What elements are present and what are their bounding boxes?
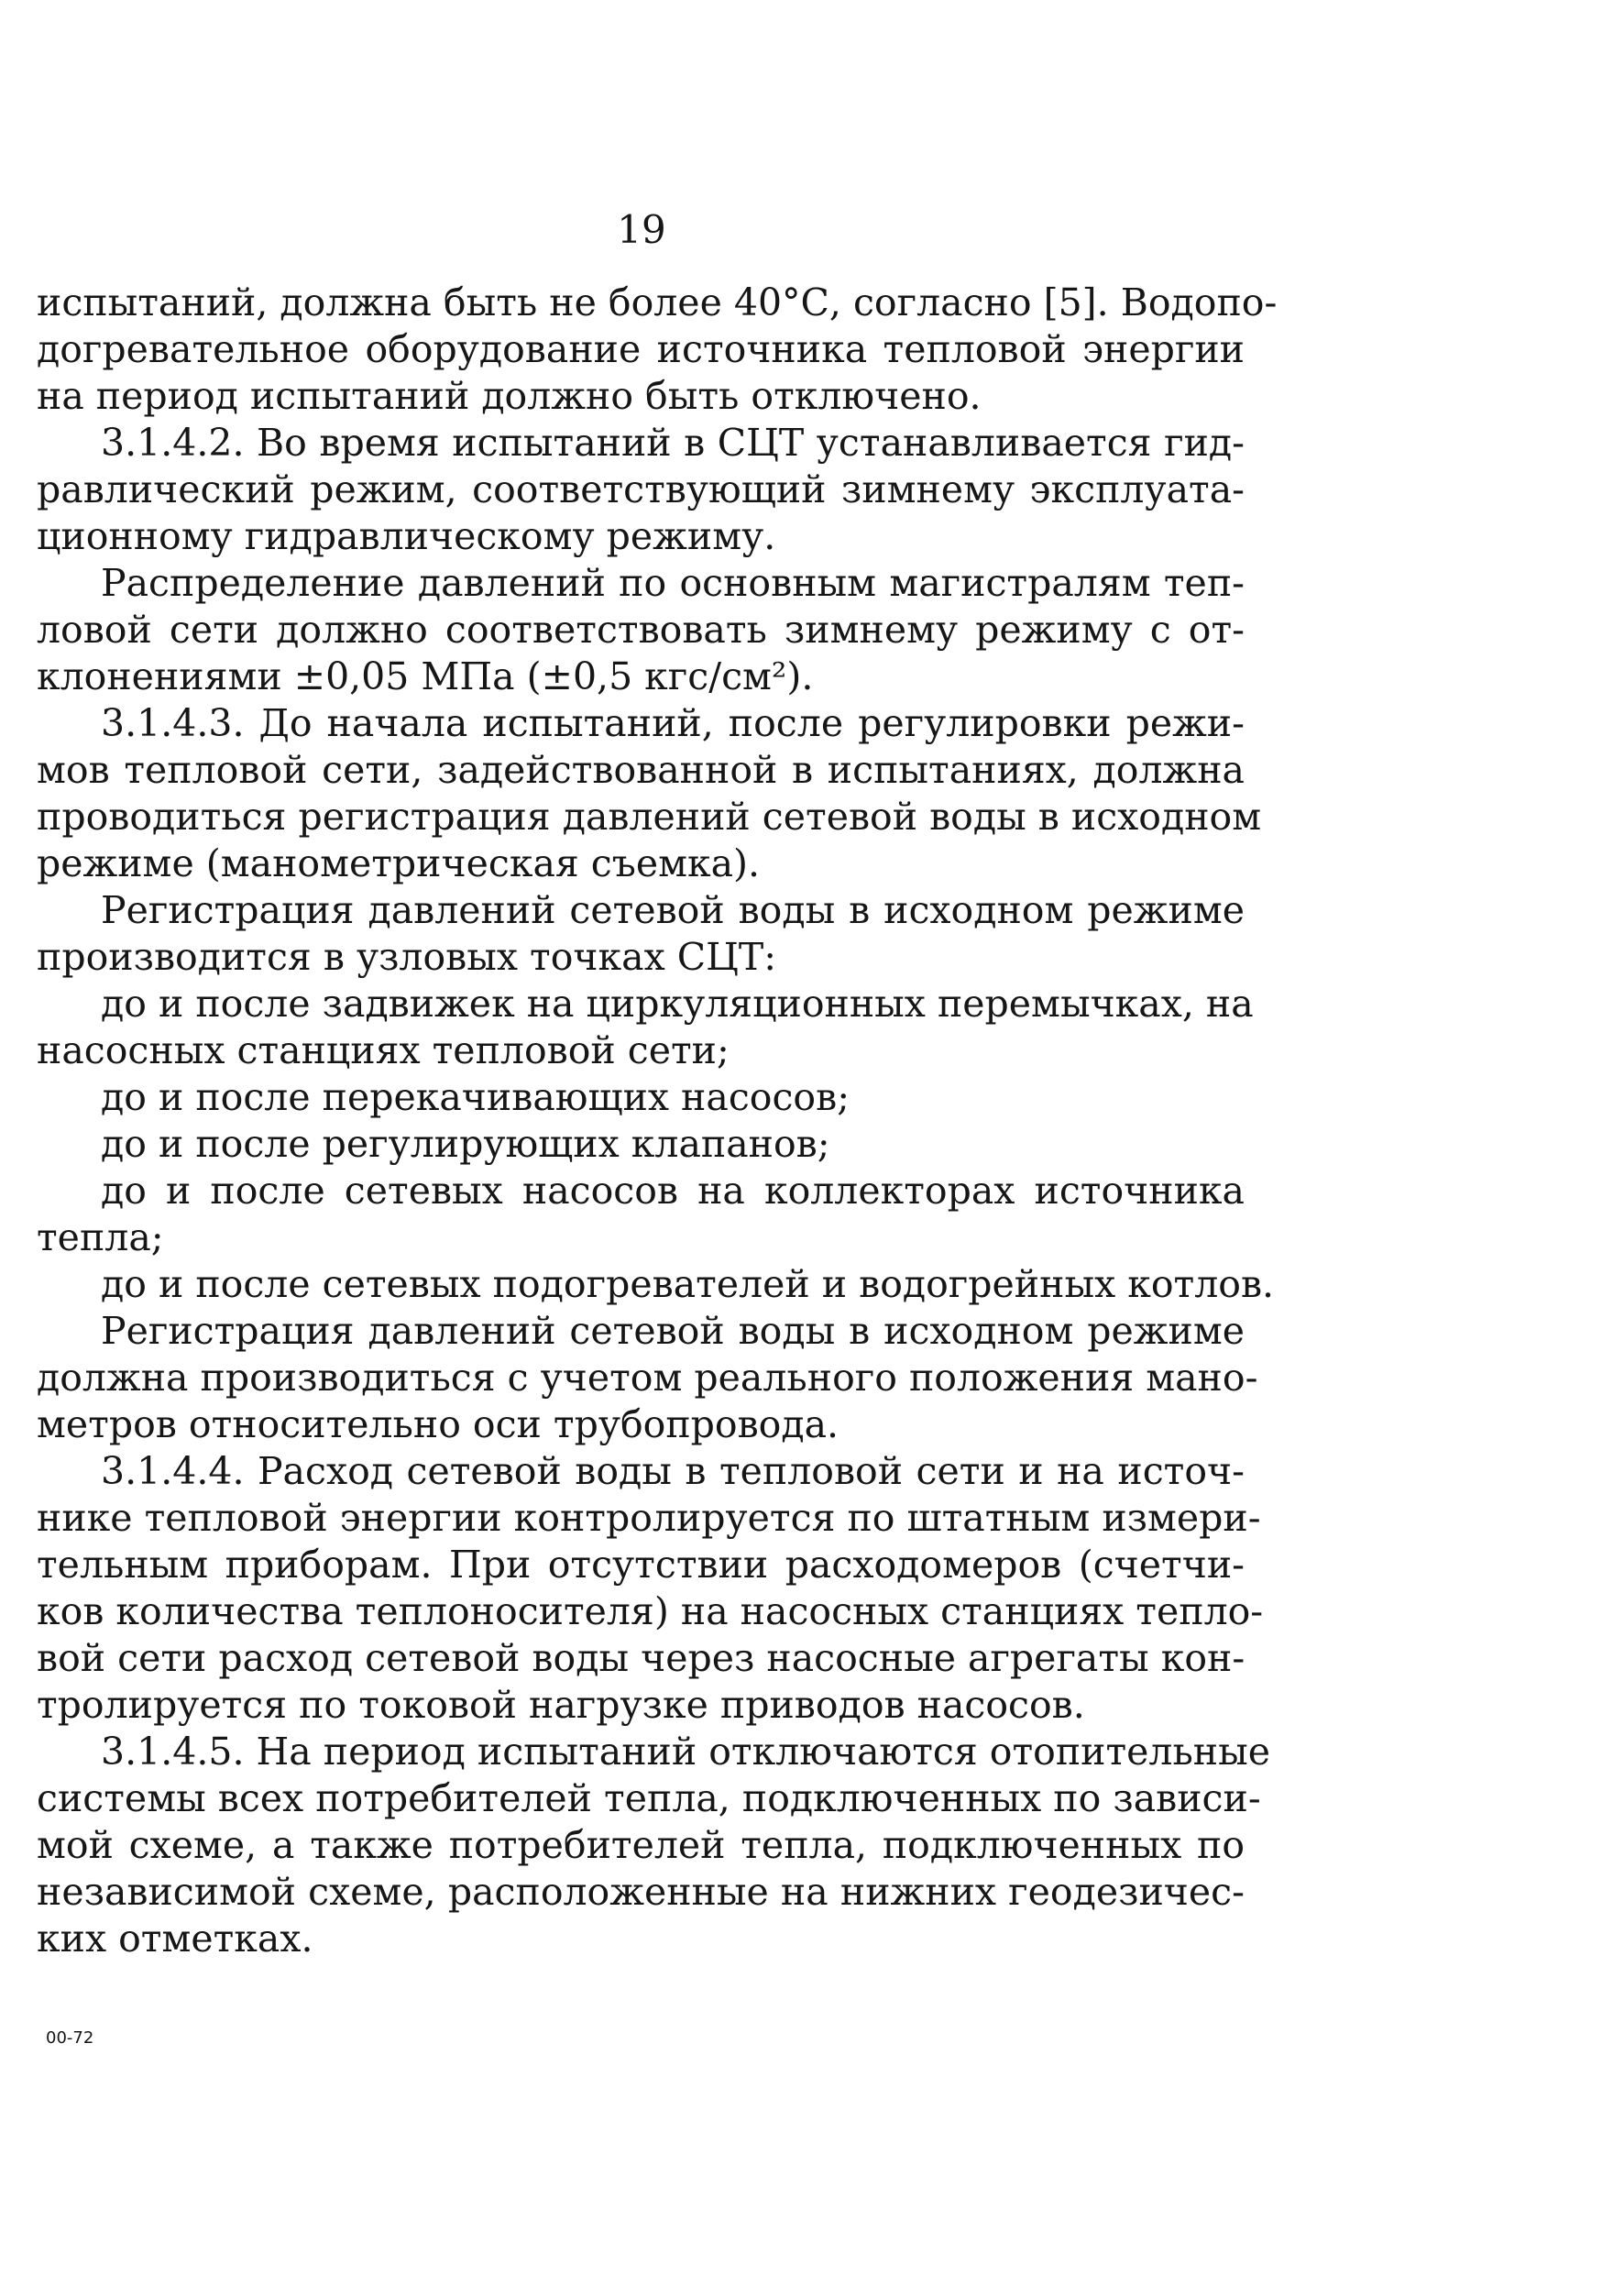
- text-line: мой схеме, а также потребителей тепла, подключенных по: [37, 1823, 1245, 1867]
- text-line: клонениями ±0,05 МПа (±0,5 кгс/см²).: [37, 654, 814, 698]
- text-line: 3.1.4.3. До начала испытаний, после регулировки режи-: [101, 701, 1245, 745]
- text-line: мов тепловой сети, задействованной в испытаниях, должна: [37, 748, 1245, 792]
- text-line: 3.1.4.2. Во время испытаний в СЦТ устанавливается гид-: [101, 421, 1245, 465]
- text-line: испытаний, должна быть не более 40°С, согласно [5]. Водопо-: [37, 280, 1278, 324]
- page-number: 19: [617, 207, 666, 252]
- text-line: метров относительно оси трубопровода.: [37, 1402, 839, 1446]
- text-line: тельным приборам. При отсутствии расходомеров (счетчи-: [37, 1543, 1245, 1587]
- text-line: до и после задвижек на циркуляционных перемычках, на: [101, 982, 1254, 1026]
- text-line: проводиться регистрация давлений сетевой воды в исходном: [37, 795, 1262, 839]
- footer-code: 00-72: [46, 2028, 94, 2048]
- text-line: до и после сетевых подогревателей и водогрейных котлов.: [101, 1262, 1275, 1306]
- text-line: системы всех потребителей тепла, подключенных по зависи-: [37, 1776, 1261, 1820]
- text-line: независимой схеме, расположенные на нижних геодезичес-: [37, 1870, 1245, 1914]
- text-line: ционному гидравлическому режиму.: [37, 514, 776, 558]
- text-line: насосных станциях тепловой сети;: [37, 1028, 730, 1072]
- text-line: ких отметках.: [37, 1917, 313, 1961]
- text-line: Распределение давлений по основным магистралям теп-: [101, 561, 1245, 605]
- text-line: ков количества теплоносителя) на насосных станциях тепло-: [37, 1589, 1264, 1633]
- text-line: тепла;: [37, 1215, 164, 1259]
- text-line: 3.1.4.4. Расход сетевой воды в тепловой сети и на источ-: [101, 1449, 1245, 1493]
- body-text: [37, 280, 1278, 1962]
- text-line: вой сети расход сетевой воды через насосные агрегаты кон-: [37, 1636, 1245, 1680]
- text-line: на период испытаний должно быть отключено.: [37, 374, 982, 418]
- text-line: до и после сетевых насосов на коллекторах источника: [101, 1169, 1245, 1213]
- text-line: должна производиться с учетом реального положения мано-: [37, 1356, 1258, 1400]
- text-line: нике тепловой энергии контролируется по штатным измери-: [37, 1496, 1261, 1540]
- text-line: догревательное оборудование источника тепловой энергии: [37, 327, 1245, 371]
- text-line: производится в узловых точках СЦТ:: [37, 935, 777, 979]
- text-line: равлический режим, соответствующий зимнему эксплуата-: [37, 467, 1245, 511]
- text-line: ловой сети должно соответствовать зимнему режиму с от-: [37, 608, 1245, 652]
- text-line: до и после перекачивающих насосов;: [101, 1075, 850, 1119]
- text-line: 3.1.4.5. На период испытаний отключаются отопительные: [101, 1730, 1271, 1774]
- text-line: режиме (манометрическая съемка).: [37, 841, 761, 885]
- text-line: тролируется по токовой нагрузке приводов насосов.: [37, 1683, 1085, 1727]
- text-line: Регистрация давлений сетевой воды в исходном режиме: [101, 1309, 1245, 1353]
- text-line: до и после регулирующих клапанов;: [101, 1122, 830, 1166]
- text-line: Регистрация давлений сетевой воды в исходном режиме: [101, 888, 1245, 932]
